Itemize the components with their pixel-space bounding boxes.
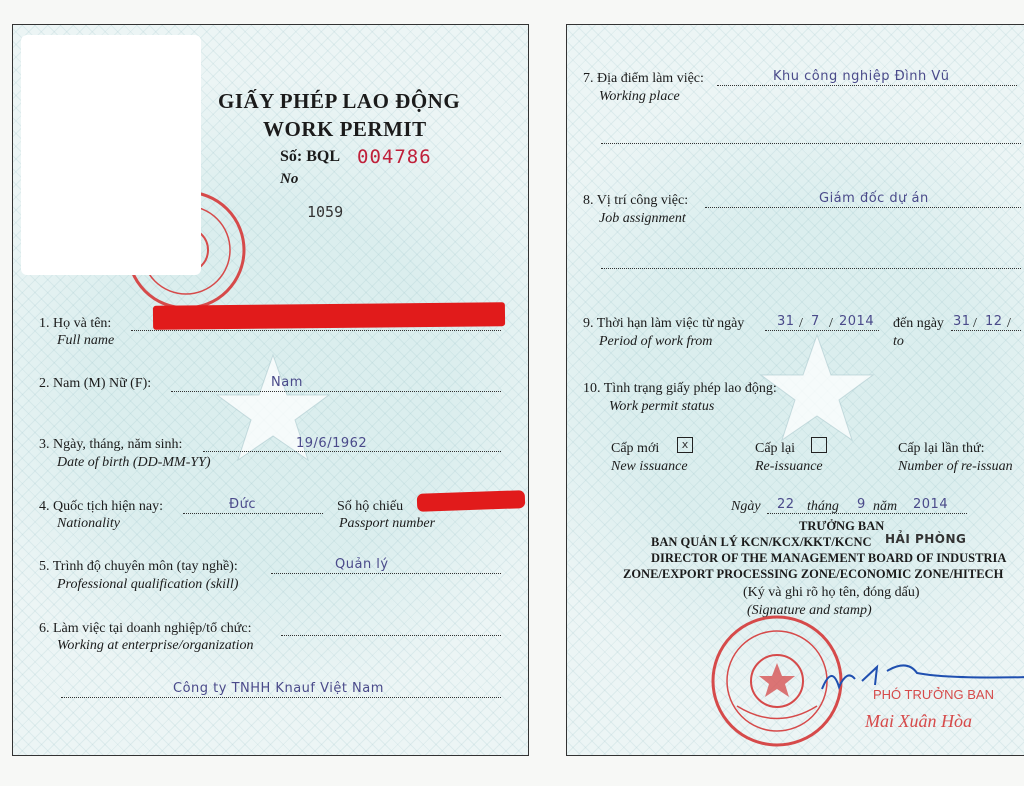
field-8-line-2	[601, 268, 1021, 269]
date-day-label: Ngày	[731, 499, 761, 514]
field-10-label: 10. Tình trạng giấy phép lao động:	[583, 381, 777, 396]
field-6-value: Công ty TNHH Knauf Việt Nam	[173, 681, 384, 696]
field-8-value: Giám đốc dự án	[819, 191, 929, 206]
field-1-label: 1. Họ và tên:	[39, 316, 112, 331]
field-9-label: 9. Thời hạn làm việc từ ngày	[583, 316, 745, 331]
status-new-label-en: New issuance	[611, 459, 688, 474]
status-renum-label-en: Number of re-issuan	[898, 459, 1013, 474]
board-line-3: DIRECTOR OF THE MANAGEMENT BOARD OF INDUSTRIA	[651, 551, 1007, 565]
field-9-line-from	[765, 330, 879, 331]
date-year: 2014	[913, 497, 949, 512]
field-9-from-year: 2014	[839, 314, 875, 329]
field-9-to-month: 12	[985, 314, 1003, 329]
redaction-passport	[417, 490, 526, 512]
handwritten-number: 1059	[307, 203, 344, 221]
field-9-to-label-en: to	[893, 334, 904, 349]
field-2-label: 2. Nam (M) Nữ (F):	[39, 376, 152, 391]
field-6-line-2	[61, 697, 501, 698]
title-vi: GIẤY PHÉP LAO ĐỘNG	[218, 89, 461, 113]
field-9-from-day: 31	[777, 314, 795, 329]
status-reissue-label: Cấp lại	[755, 441, 796, 456]
board-line-5: (Ký và ghi rõ họ tên, đóng dấu)	[743, 585, 920, 600]
date-month-label: tháng	[807, 499, 839, 514]
field-4-value: Đức	[229, 497, 256, 512]
field-5-line	[271, 573, 501, 574]
field-4-label-en: Nationality	[57, 516, 120, 531]
field-3-line	[203, 451, 501, 452]
field-1-label-en: Full name	[57, 333, 115, 348]
field-6-label-en: Working at enterprise/organization	[57, 638, 254, 653]
date-month: 9	[857, 497, 866, 512]
field-8-line	[705, 207, 1021, 208]
field-3-label-en: Date of birth (DD-MM-YY)	[57, 455, 211, 470]
field-7-label-en: Working place	[599, 89, 680, 104]
field-4-line	[183, 513, 323, 514]
permit-left-page	[12, 24, 529, 756]
field-4b-label-en: Passport number	[339, 516, 436, 531]
date-year-label: năm	[873, 499, 898, 514]
signer-name: Mai Xuân Hòa	[865, 711, 972, 731]
permit-number: 004786	[357, 146, 432, 168]
field-7-line-2	[601, 143, 1021, 144]
date-day: 22	[777, 497, 795, 512]
field-9-to-day: 31	[953, 314, 971, 329]
field-3-value: 19/6/1962	[296, 436, 368, 451]
field-9-from-month: 7	[811, 314, 820, 329]
field-8-label: 8. Vị trí công việc:	[583, 193, 689, 208]
field-7-value: Khu công nghiệp Đình Vũ	[773, 69, 950, 84]
board-line-4: ZONE/EXPORT PROCESSING ZONE/ECONOMIC ZONE/HITECH	[623, 567, 1004, 581]
title-en: WORK PERMIT	[263, 117, 427, 141]
field-6-line	[281, 635, 501, 636]
date-sep: /	[799, 316, 803, 331]
board-line-1: TRƯỞNG BAN	[799, 519, 885, 533]
status-new-label: Cấp mới	[611, 441, 660, 456]
field-9-label-en: Period of work from	[599, 334, 713, 349]
date-sep: /	[829, 316, 833, 331]
field-5-value: Quản lý	[335, 557, 389, 572]
field-5-label-en: Professional qualification (skill)	[57, 577, 239, 592]
date-line	[767, 513, 967, 514]
board-line-6: (Signature and stamp)	[747, 603, 872, 618]
field-5-label: 5. Trình độ chuyên môn (tay nghề):	[39, 559, 238, 574]
field-4b-label: Số hộ chiếu	[337, 499, 404, 514]
redaction-name	[153, 302, 505, 330]
board-line-2: BAN QUẢN LÝ KCN/KCX/KKT/KCNC	[651, 535, 872, 549]
status-new-checkbox[interactable]: x	[677, 437, 693, 453]
field-1-line	[131, 330, 501, 331]
redaction-photo	[21, 35, 201, 275]
field-8-label-en: Job assignment	[599, 211, 686, 226]
field-7-line	[717, 85, 1017, 86]
board-line-2-hand: HẢI PHÒNG	[885, 532, 967, 546]
field-2-line	[171, 391, 501, 392]
number-label-en: No	[280, 171, 299, 187]
number-label-vi: Số: BQL	[280, 148, 341, 165]
signer-title: PHÓ TRƯỞNG BAN	[873, 687, 994, 702]
field-7-label: 7. Địa điểm làm việc:	[583, 71, 704, 86]
field-10-label-en: Work permit status	[609, 399, 715, 414]
status-reissue-checkbox[interactable]	[811, 437, 827, 453]
field-3-label: 3. Ngày, tháng, năm sinh:	[39, 437, 183, 452]
status-reissue-label-en: Re-issuance	[755, 459, 823, 474]
status-renum-label: Cấp lại lần thứ:	[898, 441, 985, 456]
date-sep: /	[973, 316, 977, 331]
field-4-label: 4. Quốc tịch hiện nay:	[39, 499, 164, 514]
field-6-label: 6. Làm việc tại doanh nghiệp/tổ chức:	[39, 621, 252, 636]
permit-right-page	[566, 24, 1024, 756]
date-sep: /	[1007, 316, 1011, 331]
field-9-to-label: đến ngày	[893, 316, 944, 331]
field-2-value: Nam	[271, 375, 303, 390]
